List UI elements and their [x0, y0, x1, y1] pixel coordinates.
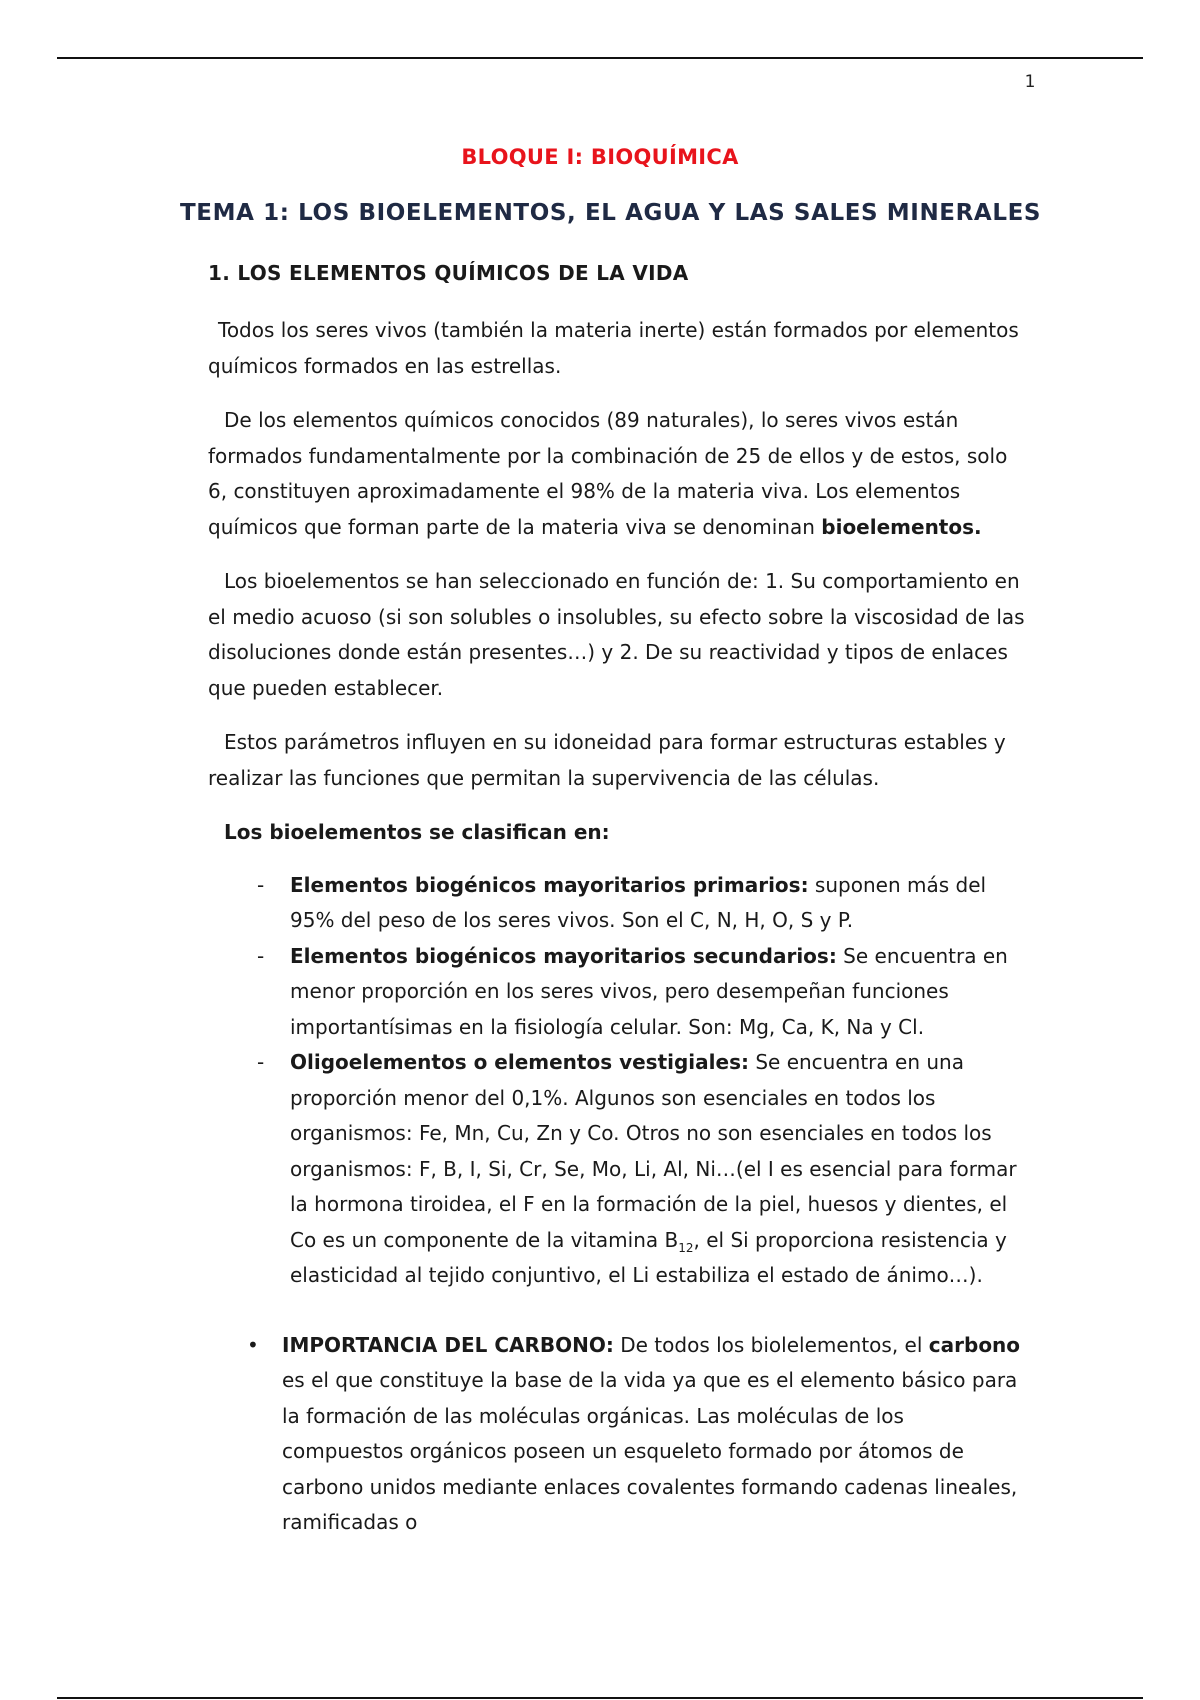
paragraph-3: Los bioelementos se han seleccionado en función de: 1. Su comportamiento en el medio acuoso (si son solubles o insolubles, su efecto sobre la viscosidad de las disoluciones donde están presentes…) y 2. De su reactividad y tipos de enlaces que pueden establecer.	[208, 569, 1025, 700]
vitamin-subscript: 12	[678, 1240, 694, 1255]
list-item	[290, 1045, 1028, 1294]
carbono-text-1: De todos los biolelementos, el	[613, 1332, 929, 1357]
page-number: 1	[1024, 72, 1036, 92]
list-item-text: Se encuentra en menor proporción en los seres vivos, pero desempeñan funciones importantísimas en la fisiología celular. Son: Mg, Ca, K, Na y Cl.	[290, 943, 1008, 1039]
list-item-text: suponen más del 95% del peso de los seres vivos. Son el C, N, H, O, S y P.	[290, 872, 987, 932]
classification-list	[208, 868, 1028, 1294]
carbono-list	[208, 1328, 1028, 1541]
list-item-text: Se encuentra en una proporción menor del 0,1%. Algunos son esenciales en todos los organismos: Fe, Mn, Cu, Zn y Co. Otros no son esenciales en todos los organismos: F, B, I, Si, Cr, Se, Mo, Li, Al, Ni…(el I es esencial para formar la hormona tiroidea, el F en la formación de la piel, huesos y dientes, el Co es un componente de la vitamina B	[290, 1050, 1017, 1252]
paragraph-4: Estos parámetros influyen en su idoneidad para formar estructuras estables y realizar las funciones que permitan la supervivencia de las células.	[208, 730, 1006, 790]
top-rule	[57, 57, 1143, 59]
paragraph-2-text: De los elementos químicos conocidos (89 naturales), lo seres vivos están formados fundamentalmente por la combinación de 25 de ellos y de estos, solo 6, constituyen aproximadamente el 98% de la materia viva. Los elementos químicos que forman parte de la materia viva se denominan	[208, 408, 1008, 539]
list-item-term: Elementos biogénicos mayoritarios primarios:	[290, 872, 809, 897]
carbono-item	[282, 1328, 1028, 1541]
classification-heading: Los bioelementos se clasifican en:	[224, 820, 610, 844]
section-heading: 1. LOS ELEMENTOS QUÍMICOS DE LA VIDA	[208, 261, 689, 285]
carbono-text-2: es el que constituye la base de la vida ya que es el elemento básico para la formación de las moléculas orgánicas. Las moléculas de los compuestos orgánicos poseen un esqueleto formado por átomos de carbono unidos mediante enlaces covalentes formando cadenas lineales, ramificadas o	[282, 1368, 1018, 1534]
paragraph-2	[208, 403, 1028, 545]
bottom-rule	[57, 1697, 1143, 1699]
bloque-title: BLOQUE I: BIOQUÍMICA	[461, 145, 739, 169]
list-item-term: Elementos biogénicos mayoritarios secundarios:	[290, 943, 837, 968]
paragraph-1: Todos los seres vivos (también la materia inerte) están formados por elementos químicos formados en las estrellas.	[208, 318, 1019, 378]
list-item-term: Oligoelementos o elementos vestigiales:	[290, 1050, 749, 1074]
list-item	[290, 868, 1028, 939]
carbono-bold-word: carbono	[928, 1332, 1021, 1357]
list-item	[290, 939, 1028, 1046]
document-body	[208, 313, 1028, 1541]
bioelementos-term: bioelementos.	[821, 514, 982, 539]
tema-title: TEMA 1: LOS BIOELEMENTOS, EL AGUA Y LAS SALES MINERALES	[180, 200, 1042, 226]
list-item-text-continued: , el Si proporciona resistencia y elasticidad al tejido conjuntivo, el Li estabiliza el estado de ánimo…).	[290, 1227, 1007, 1287]
carbono-term: IMPORTANCIA DEL CARBONO:	[282, 1332, 614, 1357]
